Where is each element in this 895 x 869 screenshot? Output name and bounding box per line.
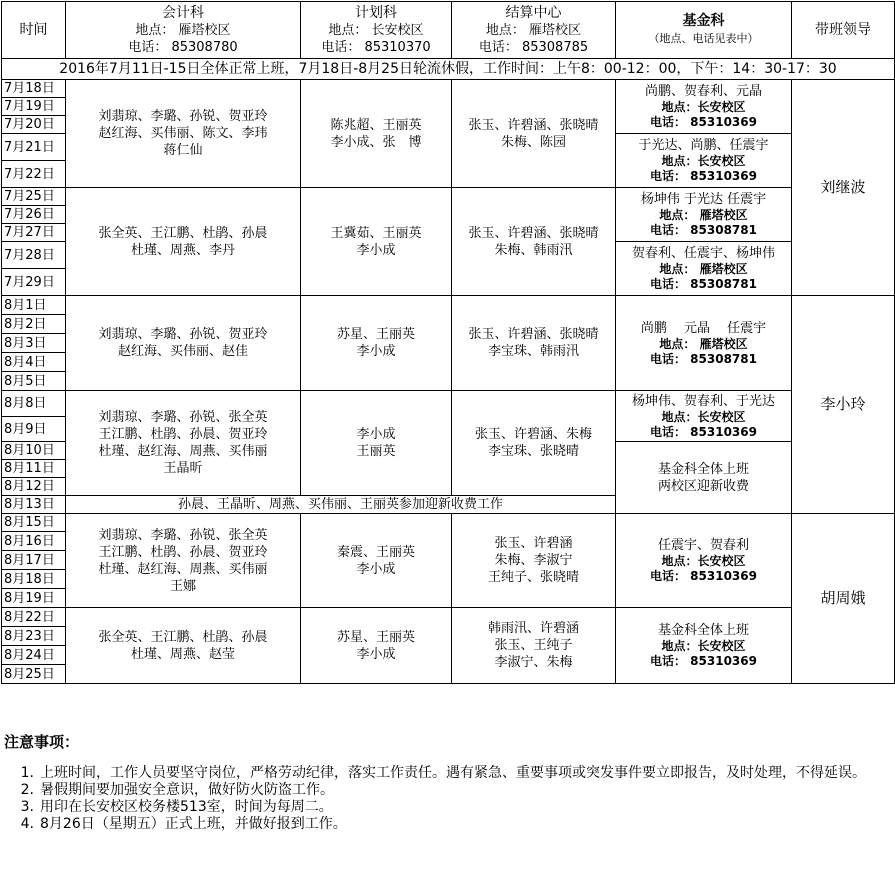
planning-staff: 苏星、王丽英 李小成 bbox=[301, 296, 452, 391]
fund-staff: 基金科全体上班 两校区迎新收费 bbox=[616, 442, 792, 514]
date-cell: 8月17日 bbox=[2, 551, 66, 570]
date-cell: 7月27日 bbox=[2, 224, 66, 242]
date-cell: 8月19日 bbox=[2, 589, 66, 608]
fund-staff: 杨坤伟、贺春利、于光达 地点：长安校区 电话： 85310369 bbox=[616, 391, 792, 442]
date-cell: 8月15日 bbox=[2, 514, 66, 532]
accounting-staff: 张全英、王江鹏、杜鹃、孙晨 杜瑾、周燕、赵莹 bbox=[66, 608, 301, 684]
date-cell: 7月19日 bbox=[2, 98, 66, 116]
date-cell: 8月9日 bbox=[2, 417, 66, 442]
date-cell: 8月1日 bbox=[2, 296, 66, 315]
accounting-location: 地点： 雁塔校区 bbox=[135, 22, 231, 38]
date-cell: 8月22日 bbox=[2, 608, 66, 627]
settlement-staff: 张玉、许碧涵 朱梅、李淑宁 王纯子、张晓晴 bbox=[452, 514, 616, 608]
enrollment-fee-note: 孙晨、王晶昕、周燕、买伟丽、王丽英参加迎新收费工作 bbox=[66, 496, 616, 514]
date-cell: 8月23日 bbox=[2, 627, 66, 646]
accounting-title: 会计科 bbox=[162, 4, 204, 21]
leader-header: 带班领导 bbox=[792, 2, 895, 59]
duty-schedule-table bbox=[1, 1, 895, 684]
date-cell: 7月25日 bbox=[2, 188, 66, 206]
settlement-staff: 韩雨汛、许碧涵 张玉、王纯子 李淑宁、朱梅 bbox=[452, 608, 616, 684]
planning-location: 地点： 长安校区 bbox=[328, 22, 424, 38]
banner-text: 2016年7月11日-15日全体正常上班，7月18日-8月25日轮流休假，工作时间：上午8：00-12：00，下午：14：30-17：30 bbox=[2, 59, 895, 80]
date-cell: 7月18日 bbox=[2, 80, 66, 98]
settlement-staff: 张玉、许碧涵、张晓晴 朱梅、陈园 bbox=[452, 80, 616, 188]
fund-header bbox=[616, 2, 792, 59]
planning-staff: 秦震、王丽英 李小成 bbox=[301, 514, 452, 608]
accounting-staff: 刘翡琼、李璐、孙锐、张全英 王江鹏、杜鹃、孙晨、贺亚玲 杜瑾、赵红海、周燕、买伟丽 王娜 bbox=[66, 514, 301, 608]
fund-staff: 于光达、尚鹏、任震宇 地点：长安校区 电话： 85310369 bbox=[616, 134, 792, 188]
time-header: 时间 bbox=[2, 2, 66, 59]
duty-leader: 胡周娥 bbox=[792, 514, 895, 684]
date-cell: 8月5日 bbox=[2, 372, 66, 391]
settlement-title: 结算中心 bbox=[505, 4, 562, 21]
date-cell: 7月22日 bbox=[2, 161, 66, 188]
planning-staff: 陈兆超、王丽英 李小成、张 博 bbox=[301, 80, 452, 188]
date-cell: 8月18日 bbox=[2, 570, 66, 589]
date-cell: 7月29日 bbox=[2, 269, 66, 296]
accounting-staff: 张全英、王江鹏、杜鹃、孙晨 杜瑾、周燕、李丹 bbox=[66, 188, 301, 296]
duty-leader: 李小玲 bbox=[792, 296, 895, 514]
date-cell: 7月21日 bbox=[2, 134, 66, 161]
date-cell: 8月16日 bbox=[2, 532, 66, 551]
duty-leader: 刘继波 bbox=[792, 80, 895, 296]
fund-staff: 尚鹏 元晶 任震宇 地点： 雁塔校区 电话： 85308781 bbox=[616, 296, 792, 391]
date-cell: 8月13日 bbox=[2, 496, 66, 514]
fund-title: 基金科 bbox=[682, 13, 725, 29]
planning-phone: 电话： 85310370 bbox=[321, 39, 431, 55]
planning-header bbox=[301, 2, 452, 59]
note-item: 2. 暑假期间要加强安全意识，做好防火防盗工作。 bbox=[20, 782, 334, 798]
accounting-staff: 刘翡琼、李璐、孙锐、张全英 王江鹏、杜鹃、孙晨、贺亚玲 杜瑾、赵红海、周燕、买伟丽 王晶昕 bbox=[66, 391, 301, 496]
settlement-phone: 电话： 85308785 bbox=[478, 39, 589, 55]
settlement-header bbox=[452, 2, 616, 59]
planning-staff: 苏星、王丽英 李小成 bbox=[301, 608, 452, 684]
notes-title: 注意事项： bbox=[4, 733, 80, 751]
date-cell: 8月25日 bbox=[2, 665, 66, 684]
date-cell: 8月3日 bbox=[2, 334, 66, 353]
note-item: 3. 用印在长安校区校务楼513室，时间为每周二。 bbox=[20, 799, 333, 815]
date-cell: 7月26日 bbox=[2, 206, 66, 224]
settlement-staff: 张玉、许碧涵、朱梅 李宝珠、张晓晴 bbox=[452, 391, 616, 496]
fund-staff: 尚鹏、贺春利、元晶 地点：长安校区 电话： 85310369 bbox=[616, 80, 792, 134]
fund-staff: 贺春利、任震宇、杨坤伟 地点： 雁塔校区 电话： 85308781 bbox=[616, 242, 792, 296]
date-cell: 8月24日 bbox=[2, 646, 66, 665]
settlement-location: 地点： 雁塔校区 bbox=[485, 22, 582, 38]
date-cell: 8月2日 bbox=[2, 315, 66, 334]
settlement-staff: 张玉、许碧涵、张晓晴 朱梅、韩雨汛 bbox=[452, 188, 616, 296]
date-cell: 8月11日 bbox=[2, 460, 66, 478]
accounting-phone: 电话： 85308780 bbox=[128, 39, 238, 55]
fund-staff: 基金科全体上班 地点：长安校区 电话： 85310369 bbox=[616, 608, 792, 684]
planning-staff: 王冀茹、王丽英 李小成 bbox=[301, 188, 452, 296]
planning-title: 计划科 bbox=[355, 4, 397, 21]
banner-row bbox=[2, 59, 895, 80]
date-cell: 8月8日 bbox=[2, 391, 66, 417]
header-row bbox=[2, 2, 895, 59]
note-item: 1. 上班时间，工作人员要坚守岗位，严格劳动纪律，落实工作责任。遇有紧急、重要事项或突发事件要立即报告，及时处理，不得延误。 bbox=[20, 765, 866, 781]
accounting-staff: 刘翡琼、李璐、孙锐、贺亚玲 赵红海、买伟丽、陈文、李玮 蒋仁仙 bbox=[66, 80, 301, 188]
date-cell: 7月28日 bbox=[2, 242, 66, 269]
date-cell: 7月20日 bbox=[2, 116, 66, 134]
fund-note: （地点、电话见表中） bbox=[648, 32, 759, 45]
settlement-staff: 张玉、许碧涵、张晓晴 李宝珠、韩雨汛 bbox=[452, 296, 616, 391]
fund-staff: 杨坤伟 于光达 任震宇 地点： 雁塔校区 电话： 85308781 bbox=[616, 188, 792, 242]
fund-staff: 任震宇、贺春利 地点：长安校区 电话： 85310369 bbox=[616, 514, 792, 608]
planning-staff: 李小成 王丽英 bbox=[301, 391, 452, 496]
notes-section bbox=[4, 734, 889, 833]
date-cell: 8月4日 bbox=[2, 353, 66, 372]
accounting-header bbox=[66, 2, 301, 59]
date-cell: 8月12日 bbox=[2, 478, 66, 496]
accounting-staff: 刘翡琼、李璐、孙锐、贺亚玲 赵红海、买伟丽、赵佳 bbox=[66, 296, 301, 391]
date-cell: 8月10日 bbox=[2, 442, 66, 460]
note-item: 4. 8月26日（星期五）正式上班，并做好报到工作。 bbox=[20, 816, 347, 832]
